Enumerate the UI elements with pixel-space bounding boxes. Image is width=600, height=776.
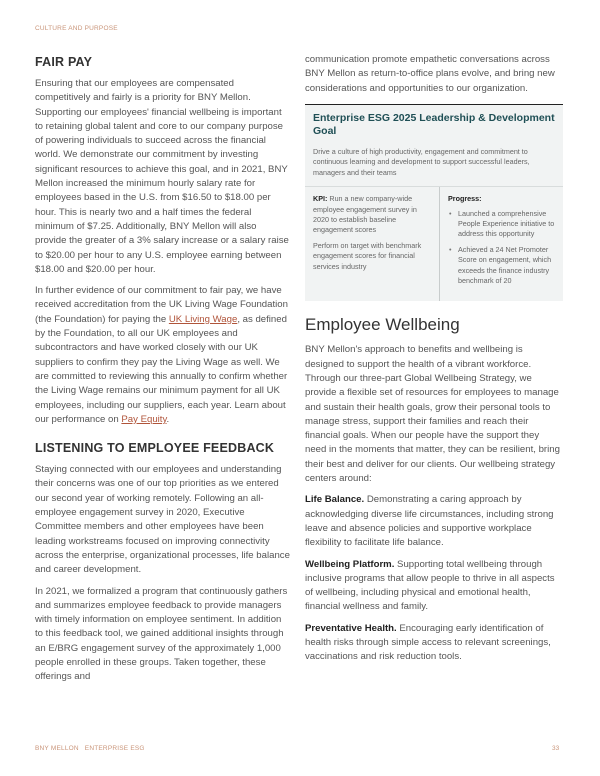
- item-lead: Life Balance.: [305, 494, 365, 506]
- progress-list: [448, 209, 555, 287]
- progress-item: • Launched a comprehensive People Experience initiative to address this opportunity: [448, 209, 555, 240]
- fair-pay-paragraph-1: Ensuring that our employees are compensated competitively and fairly is a priority for BNY Mellon. Supporting our employees' financial wellbeing is important to retaining global talent and core to our company purpose of powering individuals to succeed across the financial world. We demonstrate our commitment by investing significant resources to achieve this goal, and in 2021, BNY Mellon increased the minimum hourly salary rate for employees based in the U.S. from $16.50 to $18.00 per hour. This is nearly two and a half times the federal minimum of $7.25. Additionally, BNY Mellon will also provide the greater of a 3% salary increase or a salary raise to $20.00 per hour to any U.S. employee earning between $18.00 and $20.00 per hour.: [35, 78, 289, 275]
- kpi-text-2: Perform on target with benchmark engagement scores for financial services industry: [313, 240, 422, 271]
- p2-text-a: In further evidence of our commitment to fair pay, we have received accreditation from the UK Living Wage Foundation (the Foundation) for paying the: [35, 285, 288, 325]
- p2-text-b: , as defined by the Foundation, to all our UK employees and subcontractors and have worked closely with our UK suppliers to confirm they pay the Living Wage as well. We are committed to reviewing this annually to confirm whether the Living Wage remains our minimum payment for all UK employees, including our suppliers, each year. Learn about our performance on: [35, 313, 288, 425]
- item-lead: Wellbeing Platform.: [305, 558, 395, 570]
- uk-living-wage-link[interactable]: UK Living Wage: [168, 313, 238, 325]
- progress-label: Progress:: [448, 194, 482, 204]
- right-column: [305, 55, 563, 672]
- pay-equity-link[interactable]: Pay Equity: [121, 413, 167, 425]
- footer-brand: BNY MELLON ENTERPRISE ESG: [35, 745, 145, 752]
- item-lead: Preventative Health.: [305, 622, 397, 634]
- esg-goal-box: [305, 104, 563, 301]
- fair-pay-paragraph-2: [35, 284, 290, 427]
- p2-text-end: .: [166, 413, 170, 425]
- page-number: 33: [552, 745, 560, 752]
- goal-box-title: Enterprise ESG 2025 Leadership & Development Goal: [313, 111, 555, 138]
- goal-box-columns: [305, 187, 563, 301]
- item-text: Encouraging early identification of health risks through simple access to relevant screenings, vaccinations and risk reduction tools.: [305, 622, 551, 663]
- goal-box-header: [305, 105, 563, 187]
- kpi-text: Run a new company-wide employee engagement survey in 2020 to establish baseline engagement scores: [313, 194, 417, 235]
- left-column: [35, 55, 290, 692]
- kpi-label: KPI:: [313, 194, 328, 204]
- kpi-column: [305, 187, 440, 301]
- item-text: Demonstrating a caring approach by acknowledging diverse life circumstances, including strong leave and absence policies and supportive workplace flexibility to facilitate life balance.: [305, 494, 554, 549]
- progress-column: [440, 187, 563, 301]
- goal-box-description: Drive a culture of high productivity, engagement and commitment to continuous learning and development to support successful leaders, managers and their teams: [313, 146, 530, 177]
- item-text: Supporting total wellbeing through inclusive programs that allow people to thrive in all aspects of wellbeing, including physical and emotional health, financial wellness and family.: [305, 558, 555, 613]
- continuation-paragraph: communication promote empathetic conversations across BNY Mellon as return-to-office plans evolve, and bring new considerations and opportunities to our organization.: [305, 54, 555, 94]
- feedback-paragraph-2: In 2021, we formalized a program that continuously gathers and summarizes employee feedback to provide managers with timely information on employee sentiment. In addition to this feedback tool, we gained additional insights through an E/BRG engagement survey of the approximately 1,000 people enrolled in these groups. Taken together, these offerings and: [35, 585, 288, 683]
- wellbeing-item-platform: [305, 558, 563, 615]
- wellbeing-intro: BNY Mellon's approach to benefits and wellbeing is designed to support the health of a vibrant workforce. Through our three-part Global Wellbeing Strategy, we provide a flexible set of resources for employees to manage and sustain their health goals, grow their personal tools to manage stress, support their families and reach their financial goals. When our people have the support they need in the moments that matter, they can be resilient, bring their best and deliver for our clients. Our wellbeing strategy centers around:: [305, 344, 560, 485]
- wellbeing-item-preventative: [305, 622, 563, 665]
- fair-pay-heading: FAIR PAY: [35, 55, 93, 69]
- feedback-paragraph-1: Staying connected with our employees and understanding their concerns was one of our top priorities as we entered our second year of working remotely. Following an all-employee engagement survey in 2020, Executive Committee members and other employees have been leading workstreams focused on improving connectivity across the enterprise, organizational processes, life balance and career development.: [35, 464, 290, 576]
- kpi-text-1: [313, 194, 431, 236]
- progress-item: • Achieved a 24 Net Promoter Score on engagement, which exceeds the finance industry benchmark of 20: [448, 245, 555, 287]
- feedback-heading: LISTENING TO EMPLOYEE FEEDBACK: [35, 441, 275, 456]
- wellbeing-item-life-balance: [305, 493, 563, 550]
- wellbeing-heading: Employee Wellbeing: [305, 315, 460, 335]
- section-eyebrow: CULTURE AND PURPOSE: [35, 25, 118, 32]
